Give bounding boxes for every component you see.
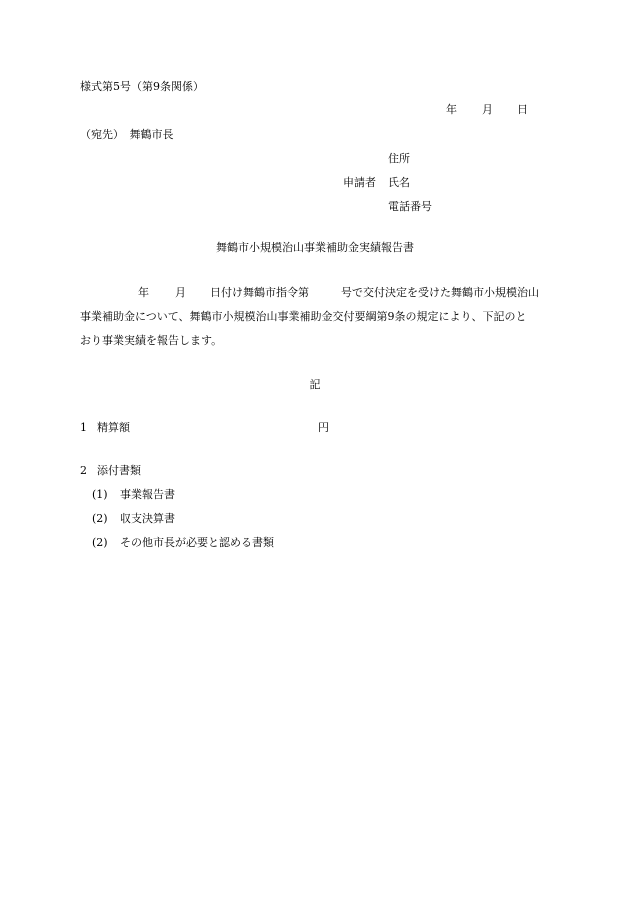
attachment-item: 収支決算書 — [120, 512, 175, 525]
date-day-label: 日 — [517, 103, 528, 116]
date-month-label: 月 — [482, 103, 493, 116]
body-year-label: 年 — [138, 286, 149, 299]
attachments-label: 添付書類 — [97, 464, 141, 477]
attachment-number: (2) — [92, 512, 108, 525]
item-number: 1 — [80, 421, 87, 434]
attachment-item: 事業報告書 — [120, 488, 175, 501]
ki-heading: 記 — [309, 378, 321, 391]
settlement-amount-label: 精算額 — [97, 421, 130, 434]
date-year-label: 年 — [446, 103, 457, 116]
body-decision-text: 号で交付決定を受けた舞鶴市小規模治山 — [341, 286, 539, 299]
document-title: 舞鶴市小規模治山事業補助金実績報告書 — [216, 241, 414, 254]
body-line-2: 事業補助金について、舞鶴市小規模治山事業補助金交付要綱第9条の規定により、下記のと — [80, 310, 527, 323]
attachment-number: (2) — [92, 536, 108, 549]
body-line-3: おり事業実績を報告します。 — [80, 334, 223, 347]
form-number: 様式第5号（第9条関係） — [80, 80, 204, 93]
applicant-address-label: 住所 — [388, 152, 410, 165]
body-day-directive: 日付け舞鶴市指令第 — [210, 286, 309, 299]
attachment-number: (1) — [92, 488, 108, 501]
item-number: 2 — [80, 464, 87, 477]
attachment-item: その他市長が必要と認める書類 — [120, 536, 274, 549]
applicant-name-label: 氏名 — [388, 176, 410, 189]
applicant-phone-label: 電話番号 — [388, 200, 432, 213]
body-month-label: 月 — [175, 286, 186, 299]
addressee: （宛先） 舞鶴市長 — [80, 128, 174, 141]
yen-unit: 円 — [318, 421, 329, 434]
applicant-role-label: 申請者 — [343, 176, 376, 189]
